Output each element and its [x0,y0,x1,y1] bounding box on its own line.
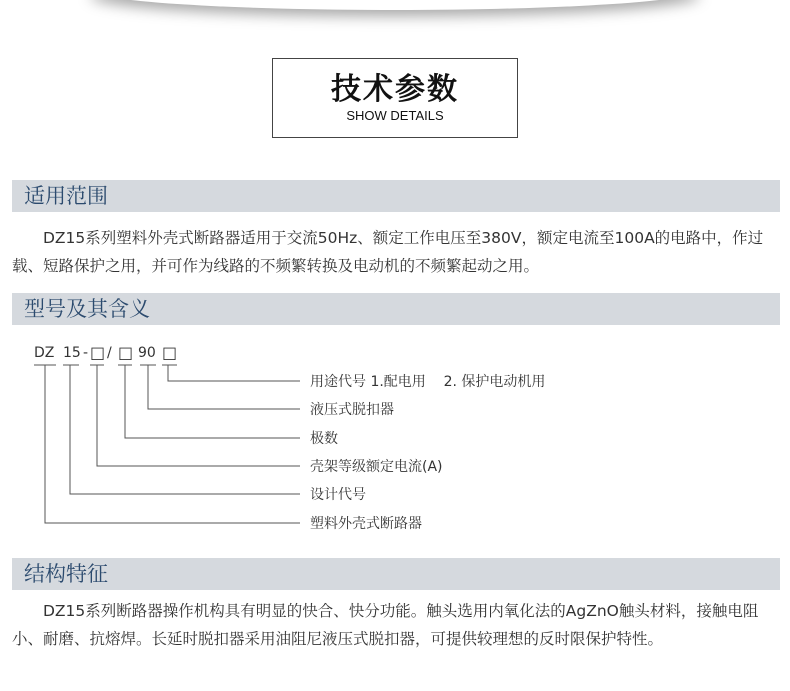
code-use-box: □ [162,343,178,362]
code-connector-lines [34,365,300,523]
meaning-frame-current: 壳架等级额定电流(A) [310,459,443,475]
page-title: 技术参数 [331,72,459,107]
section-header-structure [12,558,780,590]
section-header-model [12,293,780,325]
meaning-poles: 极数 [310,431,338,447]
meaning-hydraulic-trip: 液压式脱扣器 [310,402,394,418]
code-dash: - [83,345,89,361]
top-shadow-decoration [90,0,700,10]
section-heading-scope: 适用范围 [24,184,108,208]
scope-paragraph: DZ15系列塑料外壳式断路器适用于交流50Hz、额定工作电压至380V，额定电流至100A的电路中，作过载、短路保护之用，并可作为线路的不频繁转换及电动机的不频繁起动之用。 [12,229,764,275]
meaning-usage-code: 用途代号 1.配电用 2. 保护电动机用 [310,374,546,390]
code-prefix: DZ [34,345,55,361]
meaning-design-code: 设计代号 [310,487,366,503]
code-design-number: 15 [63,345,81,361]
page-subtitle: SHOW DETAILS [346,108,444,123]
meaning-mccb: 塑料外壳式断路器 [310,516,422,532]
code-current-box: □ [90,343,106,362]
code-slash: / [107,345,112,361]
model-code-diagram [0,330,790,550]
structure-paragraph: DZ15系列断路器操作机构具有明显的快合、快分功能。触头选用内氧化法的AgZnO触头材料，接触电阻小、耐磨、抗熔焊。长延时脱扣器采用油阻尼液压式脱扣器，可提供较理想的反时限保护特性。 [12,602,759,648]
section-heading-model: 型号及其含义 [24,297,150,321]
section-header-scope [12,180,780,212]
title-box [272,58,518,138]
code-trip-number: 90 [138,345,156,361]
section-heading-structure: 结构特征 [24,562,108,586]
code-poles-box: □ [118,343,134,362]
